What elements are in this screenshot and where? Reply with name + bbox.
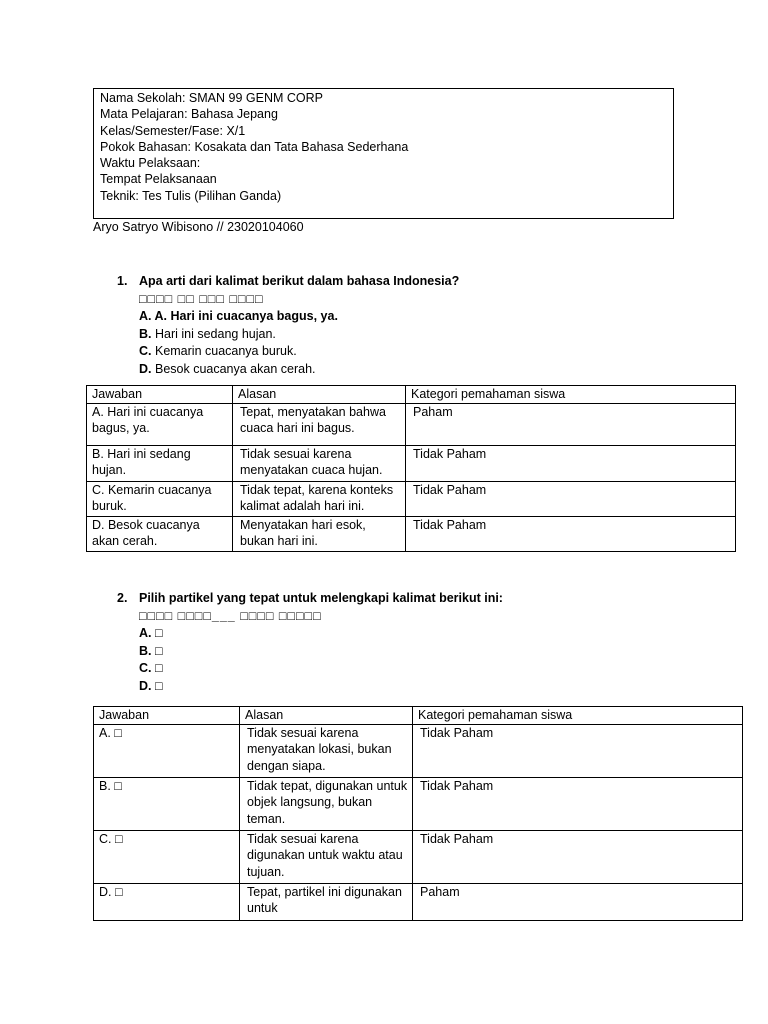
- category-cell: Paham: [413, 883, 743, 920]
- answer-cell: D. □: [94, 883, 240, 920]
- table-row: [87, 481, 736, 516]
- school-name: Nama Sekolah: SMAN 99 GENM CORP: [100, 91, 323, 105]
- option-text: Besok cuacanya akan cerah.: [154, 361, 316, 376]
- option-text: □: [154, 626, 163, 640]
- header-jawaban: Jawaban: [87, 386, 233, 404]
- option-letter: D.: [139, 678, 152, 693]
- reason-cell: Tidak tepat, digunakan untuk objek langsung, bukan teman.: [240, 777, 413, 830]
- header-alasan: Alasan: [233, 386, 406, 404]
- option-letter: B.: [139, 643, 152, 658]
- answer-cell: D. Besok cuacanya akan cerah.: [87, 516, 233, 551]
- category-cell: Tidak Paham: [413, 830, 743, 883]
- reason-cell: Tepat, menyatakan bahwa cuaca hari ini bagus.: [233, 403, 406, 445]
- topic: Pokok Bahasan: Kosakata dan Tata Bahasa Sederhana: [100, 139, 409, 154]
- option-text: Hari ini sedang hujan.: [154, 326, 276, 341]
- answer-table-1: [86, 385, 736, 552]
- option-a: [117, 625, 503, 643]
- table-row: [87, 445, 736, 481]
- reason-cell: Tidak sesuai karena digunakan untuk waktu atau tujuan.: [240, 830, 413, 883]
- reason-cell: Tepat, partikel ini digunakan untuk: [240, 883, 413, 920]
- category-cell: Paham: [406, 403, 736, 445]
- option-text: □: [154, 678, 163, 693]
- table-row: [94, 830, 743, 883]
- question-text: Apa arti dari kalimat berikut dalam bahasa Indonesia?: [139, 274, 460, 288]
- header-kategori: Kategori pemahaman siswa: [406, 386, 736, 404]
- question-1-heading: [117, 273, 459, 290]
- option-b: [117, 326, 459, 344]
- header-kategori: Kategori pemahaman siswa: [413, 707, 743, 725]
- answer-cell: A. □: [94, 724, 240, 777]
- answer-cell: C. □: [94, 830, 240, 883]
- option-text: □: [154, 661, 163, 676]
- category-cell: Tidak Paham: [406, 481, 736, 516]
- header-jawaban: Jawaban: [94, 707, 240, 725]
- option-d: [117, 361, 459, 379]
- technique: Teknik: Tes Tulis (Pilihan Ganda): [100, 188, 282, 203]
- option-d: [117, 678, 503, 696]
- subject: Mata Pelajaran: Bahasa Jepang: [100, 107, 278, 122]
- option-c: [117, 343, 459, 361]
- question-number: 1.: [117, 274, 128, 288]
- option-c: [117, 660, 503, 678]
- table-header-row: [87, 386, 736, 404]
- question-text: Pilih partikel yang tepat untuk melengkapi kalimat berikut ini:: [139, 591, 503, 605]
- option-letter: D.: [139, 361, 152, 376]
- option-letter: C.: [139, 661, 152, 676]
- class-semester: Kelas/Semester/Fase: X/1: [100, 123, 246, 138]
- table-row: [94, 724, 743, 777]
- reason-cell: Tidak sesuai karena menyatakan cuaca hujan.: [233, 445, 406, 481]
- reason-cell: Tidak tepat, karena konteks kalimat adalah hari ini.: [233, 481, 406, 516]
- japanese-sentence: □□□□ □□ □□□ □□□□: [139, 292, 264, 306]
- table-header-row: [94, 707, 743, 725]
- answer-cell: B. Hari ini sedang hujan.: [87, 445, 233, 481]
- category-cell: Tidak Paham: [406, 516, 736, 551]
- option-letter: B.: [139, 326, 152, 341]
- question-2-heading: [117, 590, 503, 607]
- category-cell: Tidak Paham: [413, 724, 743, 777]
- reason-cell: Menyatakan hari esok, bukan hari ini.: [233, 516, 406, 551]
- option-text: A. Hari ini cuacanya bagus, ya.: [154, 309, 338, 323]
- option-letter: C.: [139, 344, 152, 359]
- question-1: [117, 273, 459, 378]
- category-cell: Tidak Paham: [413, 777, 743, 830]
- reason-cell: Tidak sesuai karena menyatakan lokasi, bukan dengan siapa.: [240, 724, 413, 777]
- option-b: [117, 643, 503, 661]
- option-text: □: [154, 643, 163, 658]
- japanese-sentence: □□□□ □□□□___ □□□□ □□□□□: [139, 609, 322, 623]
- table-row: [94, 777, 743, 830]
- table-row: [87, 516, 736, 551]
- option-a: [117, 308, 459, 326]
- option-letter: A.: [139, 309, 152, 323]
- header-alasan: Alasan: [240, 707, 413, 725]
- question-2: [117, 590, 503, 695]
- category-cell: Tidak Paham: [406, 445, 736, 481]
- option-text: Kemarin cuacanya buruk.: [154, 344, 297, 359]
- table-row: [87, 403, 736, 445]
- answer-cell: B. □: [94, 777, 240, 830]
- table-row: [94, 883, 743, 920]
- answer-table-2: [93, 706, 743, 921]
- header-info-box: [93, 88, 674, 219]
- author-line: Aryo Satryo Wibisono // 23020104060: [93, 220, 304, 234]
- answer-cell: A. Hari ini cuacanya bagus, ya.: [87, 403, 233, 445]
- answer-cell: C. Kemarin cuacanya buruk.: [87, 481, 233, 516]
- option-letter: A.: [139, 626, 152, 640]
- question-number: 2.: [117, 591, 128, 605]
- time: Waktu Pelaksaan:: [100, 156, 201, 171]
- place: Tempat Pelaksanaan: [100, 172, 217, 187]
